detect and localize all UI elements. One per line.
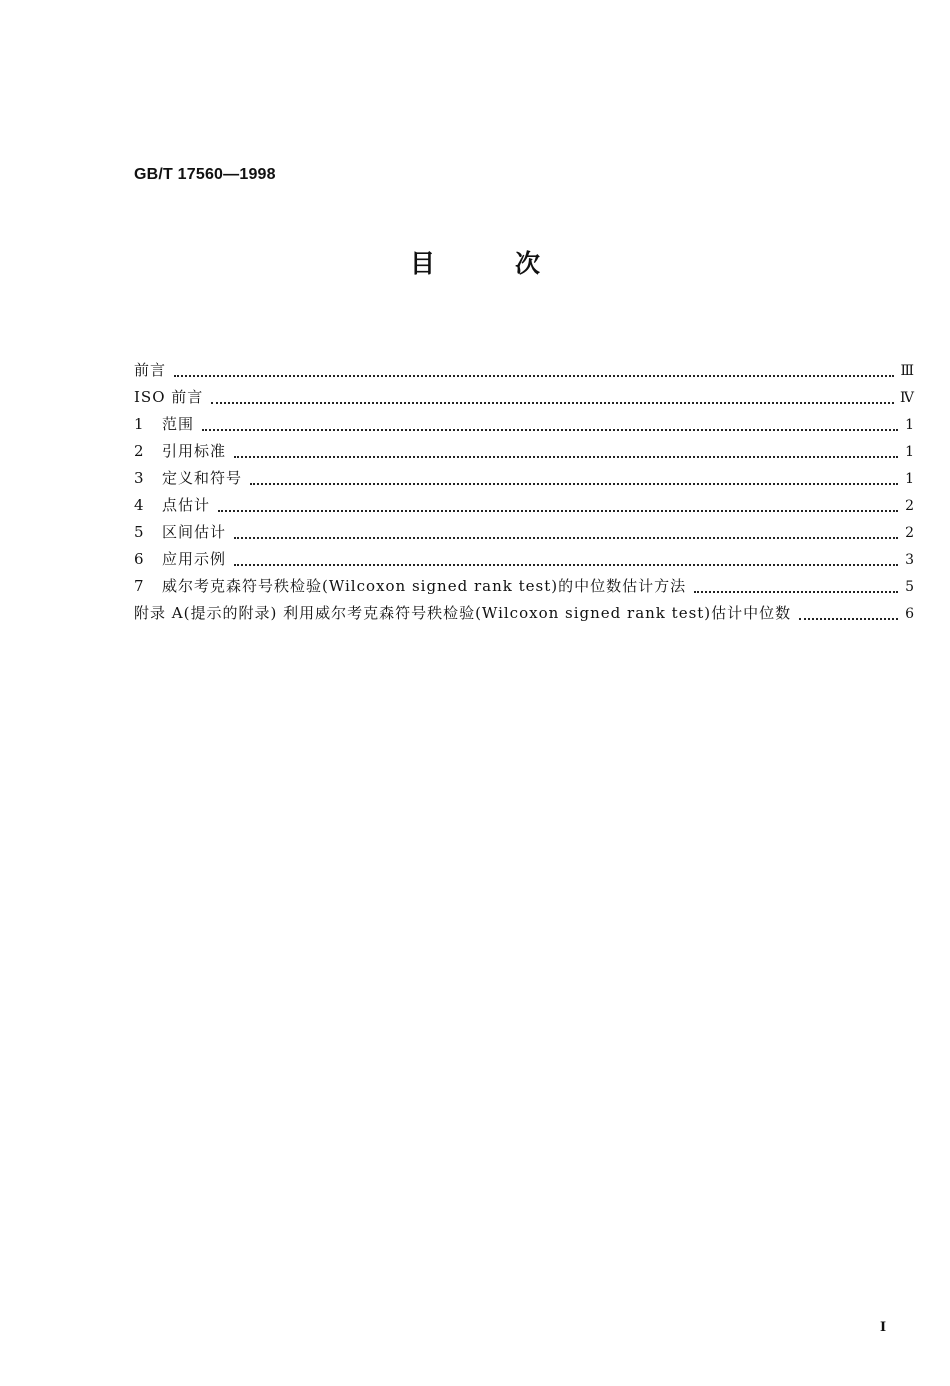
toc-entry-label: ISO 前言 xyxy=(134,388,204,406)
toc-dot-leader xyxy=(202,429,898,431)
toc-entry-5[interactable] xyxy=(134,521,914,548)
page-number: I xyxy=(880,1320,887,1335)
page-title: 目次 xyxy=(409,249,620,278)
toc-entry-number: 4 xyxy=(134,496,144,514)
toc-entry-page: 3 xyxy=(905,552,914,568)
toc-entry-2[interactable] xyxy=(134,440,914,467)
toc-entry-3[interactable] xyxy=(134,467,914,494)
toc-entry-page: 5 xyxy=(905,579,914,595)
toc-entry-number: 2 xyxy=(134,442,144,460)
toc-entry-4[interactable] xyxy=(134,494,914,521)
toc-dot-leader xyxy=(174,375,894,377)
toc-entry-label: 引用标准 xyxy=(162,442,227,460)
toc-entry-label: 定义和符号 xyxy=(162,469,243,487)
toc-dot-leader xyxy=(234,456,898,458)
toc-entry-label: 威尔考克森符号秩检验(Wilcoxon signed rank test)的中位数估计方法 xyxy=(162,577,687,595)
toc-entry-foreword[interactable] xyxy=(134,359,914,386)
toc-entry-label: 点估计 xyxy=(162,496,211,514)
toc-entry-label: 附录 A(提示的附录) 利用威尔考克森符号秩检验(Wilcoxon signed rank test)估计中位数 xyxy=(134,604,792,622)
toc-dot-leader xyxy=(250,483,898,485)
toc-entry-6[interactable] xyxy=(134,548,914,575)
toc-entry-page: 2 xyxy=(905,525,914,541)
toc-dot-leader xyxy=(234,564,898,566)
toc-entry-label: 应用示例 xyxy=(162,550,227,568)
toc-entry-page: 6 xyxy=(905,606,914,622)
toc-entry-label: 前言 xyxy=(134,361,167,379)
toc-dot-leader xyxy=(234,537,898,539)
toc-entry-1[interactable] xyxy=(134,413,914,440)
toc-entry-page: 2 xyxy=(905,498,914,514)
toc-entry-page: Ⅳ xyxy=(900,390,914,406)
toc-dot-leader xyxy=(694,591,898,593)
toc-entry-label: 范围 xyxy=(162,415,195,433)
toc-dot-leader xyxy=(211,402,894,404)
toc-entry-page: 1 xyxy=(905,444,914,460)
toc-dot-leader xyxy=(218,510,898,512)
toc-entry-page: 1 xyxy=(905,417,914,433)
toc-entry-number: 7 xyxy=(134,577,144,595)
toc-entry-annex-a[interactable] xyxy=(134,602,914,629)
table-of-contents xyxy=(134,359,914,629)
toc-entry-page: Ⅲ xyxy=(900,363,914,379)
toc-entry-7[interactable] xyxy=(134,575,914,602)
toc-entry-number: 6 xyxy=(134,550,144,568)
toc-entry-number: 3 xyxy=(134,469,144,487)
toc-dot-leader xyxy=(799,618,898,620)
toc-entry-iso-foreword[interactable] xyxy=(134,386,914,413)
toc-entry-number: 5 xyxy=(134,523,144,541)
standard-code: GB/T 17560—1998 xyxy=(134,166,276,183)
toc-entry-page: 1 xyxy=(905,471,914,487)
toc-entry-number: 1 xyxy=(134,415,144,433)
toc-entry-label: 区间估计 xyxy=(162,523,227,541)
